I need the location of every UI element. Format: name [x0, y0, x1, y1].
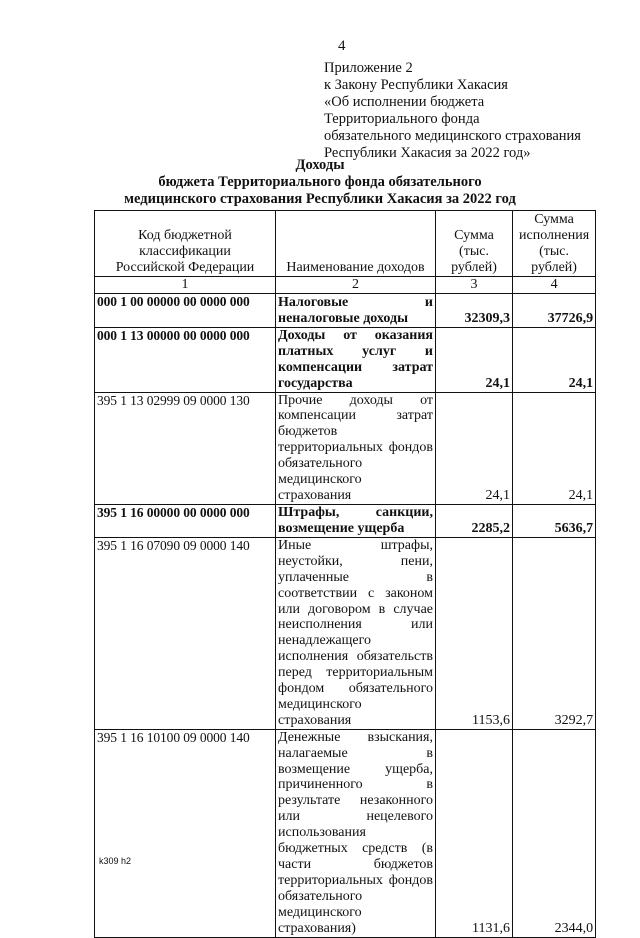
column-number: 3 — [436, 277, 513, 294]
row-execution: 24,1 — [513, 327, 596, 392]
row-name: Штрафы, санкции, возмещение ущерба — [276, 504, 436, 537]
row-sum: 24,1 — [436, 392, 513, 504]
row-name: Прочие доходы от компенсации затрат бюджетов территориальных фондов обязательного медицинского страхования — [276, 392, 436, 504]
row-code: 395 1 16 10100 09 0000 140 — [95, 729, 276, 937]
row-code: 395 1 13 02999 09 0000 130 — [95, 392, 276, 504]
row-sum: 32309,3 — [436, 293, 513, 327]
row-execution: 37726,9 — [513, 293, 596, 327]
row-execution: 24,1 — [513, 392, 596, 504]
header-name: Наименование доходов — [276, 211, 436, 277]
table-row — [95, 504, 596, 537]
appendix-line: Территориального фонда — [324, 111, 480, 127]
row-sum: 1153,6 — [436, 537, 513, 729]
table-row — [95, 729, 596, 937]
row-sum: 2285,2 — [436, 504, 513, 537]
appendix-line: обязательного медицинского страхования — [324, 128, 581, 144]
footer-code: k309 h2 — [99, 856, 132, 866]
row-name: Налоговые и неналоговые доходы — [276, 293, 436, 327]
row-execution: 3292,7 — [513, 537, 596, 729]
table-row — [95, 327, 596, 392]
column-number: 2 — [276, 277, 436, 294]
row-execution: 2344,0 — [513, 729, 596, 937]
appendix-line: к Закону Республики Хакасия — [324, 77, 508, 93]
table-row — [95, 293, 596, 327]
row-sum: 24,1 — [436, 327, 513, 392]
column-number-row — [95, 277, 596, 294]
row-code: 000 1 00 00000 00 0000 000 — [95, 293, 276, 327]
title-line: бюджета Территориального фонда обязательного — [158, 174, 482, 190]
row-sum: 1131,6 — [436, 729, 513, 937]
row-code: 000 1 13 00000 00 0000 000 — [95, 327, 276, 392]
column-number: 4 — [513, 277, 596, 294]
document-title — [0, 157, 640, 208]
title-line: медицинского страхования Республики Хакасия за 2022 год — [124, 191, 516, 207]
appendix-note — [324, 60, 581, 162]
row-execution: 5636,7 — [513, 504, 596, 537]
appendix-line: Приложение 2 — [324, 60, 413, 76]
header-sum: Сумма (тыс. рублей) — [436, 211, 513, 277]
row-name: Иные штрафы, неустойки, пени, уплаченные в соответствии с законом или договором в случае неисполнения или ненадлежащего исполнения обязательств перед территориальным фондом обязательного медицинского страхования — [276, 537, 436, 729]
title-line: Доходы — [295, 157, 345, 173]
appendix-line: Республики Хакасия за 2022 год» — [324, 145, 531, 161]
table-header-row — [95, 211, 596, 277]
header-code: Код бюджетной классификации Российской Федерации — [95, 211, 276, 277]
appendix-line: «Об исполнении бюджета — [324, 94, 485, 110]
row-code: 395 1 16 00000 00 0000 000 — [95, 504, 276, 537]
row-code: 395 1 16 07090 09 0000 140 — [95, 537, 276, 729]
row-name: Денежные взыскания, налагаемые в возмещение ущерба, причиненного в результате незаконного или нецелевого использования бюджетных средств (в части бюджетов территориальных фондов обязательного медицинского страхования) — [276, 729, 436, 937]
revenue-table — [94, 210, 596, 938]
table-row — [95, 392, 596, 504]
header-execution: Сумма исполнения (тыс. рублей) — [513, 211, 596, 277]
page-number: 4 — [338, 38, 346, 54]
table-row — [95, 537, 596, 729]
column-number: 1 — [95, 277, 276, 294]
row-name: Доходы от оказания платных услуг и компенсации затрат государства — [276, 327, 436, 392]
